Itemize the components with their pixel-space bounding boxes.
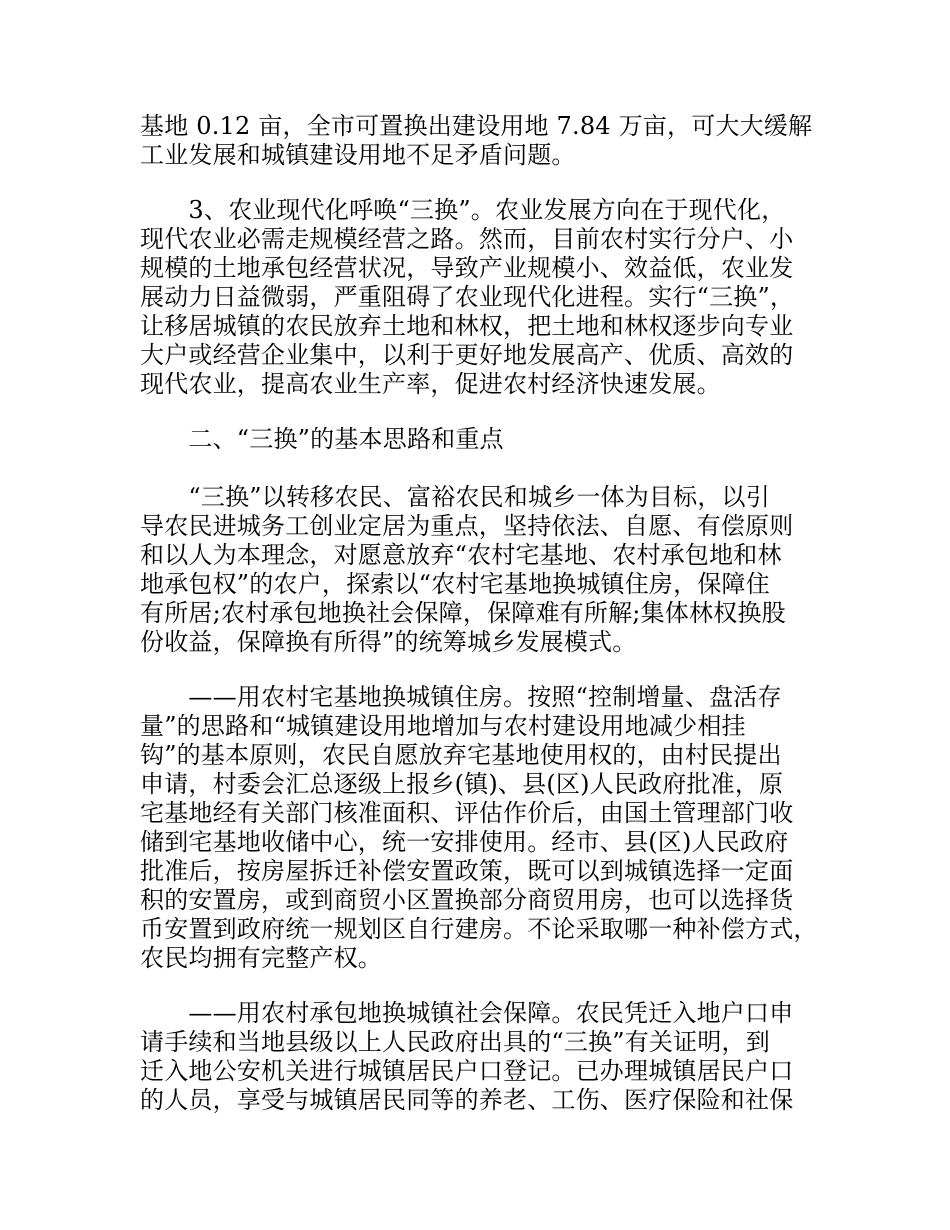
text-line: 地承包权”的农户，探索以“农村宅基地换城镇住房，保障住 bbox=[140, 570, 770, 598]
text-line: 基地 0.12 亩，全市可置换出建设用地 7.84 万亩，可大大缓解 bbox=[140, 112, 813, 140]
text-line: 储到宅基地收储中心，统一安排使用。经市、县(区)人民政府 bbox=[140, 828, 789, 856]
paragraph-three-exchanges-goal bbox=[140, 483, 830, 657]
text-line: 量”的思路和“城镇建设用地增加与农村建设用地减少相挂 bbox=[140, 712, 746, 740]
text-line: 迁入地公安机关进行城镇居民户口登记。已办理城镇居民户口 bbox=[140, 1057, 794, 1085]
text-line: 申请，村委会汇总逐级上报乡(镇)、县(区)人民政府批准，原 bbox=[140, 770, 784, 798]
paragraph-agricultural-modernization bbox=[140, 196, 830, 399]
text-line: 币安置到政府统一规划区自行建房。不论采取哪一种补偿方式， bbox=[140, 915, 818, 943]
section-heading-basic-ideas bbox=[140, 425, 830, 454]
text-line: “三换”以转移农民、富裕农民和城乡一体为目标，以引 bbox=[140, 483, 770, 511]
text-line: 积的安置房，或到商贸小区置换部分商贸用房，也可以选择货 bbox=[140, 886, 794, 914]
text-line: 份收益，保障换有所得”的统筹城乡发展模式。 bbox=[140, 628, 637, 656]
text-line: 大户或经营企业集中，以利于更好地发展高产、优质、高效的 bbox=[140, 341, 794, 369]
text-line: 和以人为本理念，对愿意放弃“农村宅基地、农村承包地和林 bbox=[140, 541, 782, 569]
paragraph-homestead-for-housing bbox=[140, 683, 830, 973]
text-line: 导农民进城务工创业定居为重点，坚持依法、自愿、有偿原则 bbox=[140, 512, 794, 540]
text-line: 规模的土地承包经营状况，导致产业规模小、效益低，农业发 bbox=[140, 254, 794, 282]
text-line: 工业发展和城镇建设用地不足矛盾问题。 bbox=[140, 141, 576, 169]
text-line: 二、“三换”的基本思路和重点 bbox=[140, 425, 504, 453]
text-line: 让移居城镇的农民放弃土地和林权，把土地和林权逐步向专业 bbox=[140, 312, 794, 340]
text-line: 钩”的基本原则，农民自愿放弃宅基地使用权的，由村民提出 bbox=[140, 741, 782, 769]
text-line: 有所居;农村承包地换社会保障，保障难有所解;集体林权换股 bbox=[140, 599, 786, 627]
text-line: 的人员，享受与城镇居民同等的养老、工伤、医疗保险和社保 bbox=[140, 1086, 794, 1114]
text-line: 请手续和当地县级以上人民政府出具的“三换”有关证明，到 bbox=[140, 1028, 770, 1056]
text-line: 展动力日益微弱，严重阻碍了农业现代化进程。实行“三换”， bbox=[140, 283, 795, 311]
text-line: ——用农村宅基地换城镇住房。按照“控制增量、盘活存 bbox=[140, 683, 782, 711]
text-line: 宅基地经有关部门核准面积、评估作价后，由国土管理部门收 bbox=[140, 799, 794, 827]
text-line: ——用农村承包地换城镇社会保障。农民凭迁入地户口申 bbox=[140, 999, 794, 1027]
text-line: 批准后，按房屋拆迁补偿安置政策，既可以到城镇选择一定面 bbox=[140, 857, 794, 885]
paragraph-land-replacement-summary bbox=[140, 112, 830, 170]
text-line: 农民均拥有完整产权。 bbox=[140, 944, 382, 972]
text-line: 现代农业必需走规模经营之路。然而，目前农村实行分户、小 bbox=[140, 225, 794, 253]
paragraph-contract-land-for-social-security bbox=[140, 999, 830, 1115]
text-line: 现代农业，提高农业生产率，促进农村经济快速发展。 bbox=[140, 370, 721, 398]
text-line: 3、农业现代化呼唤“三换”。农业发展方向在于现代化， bbox=[140, 196, 786, 224]
